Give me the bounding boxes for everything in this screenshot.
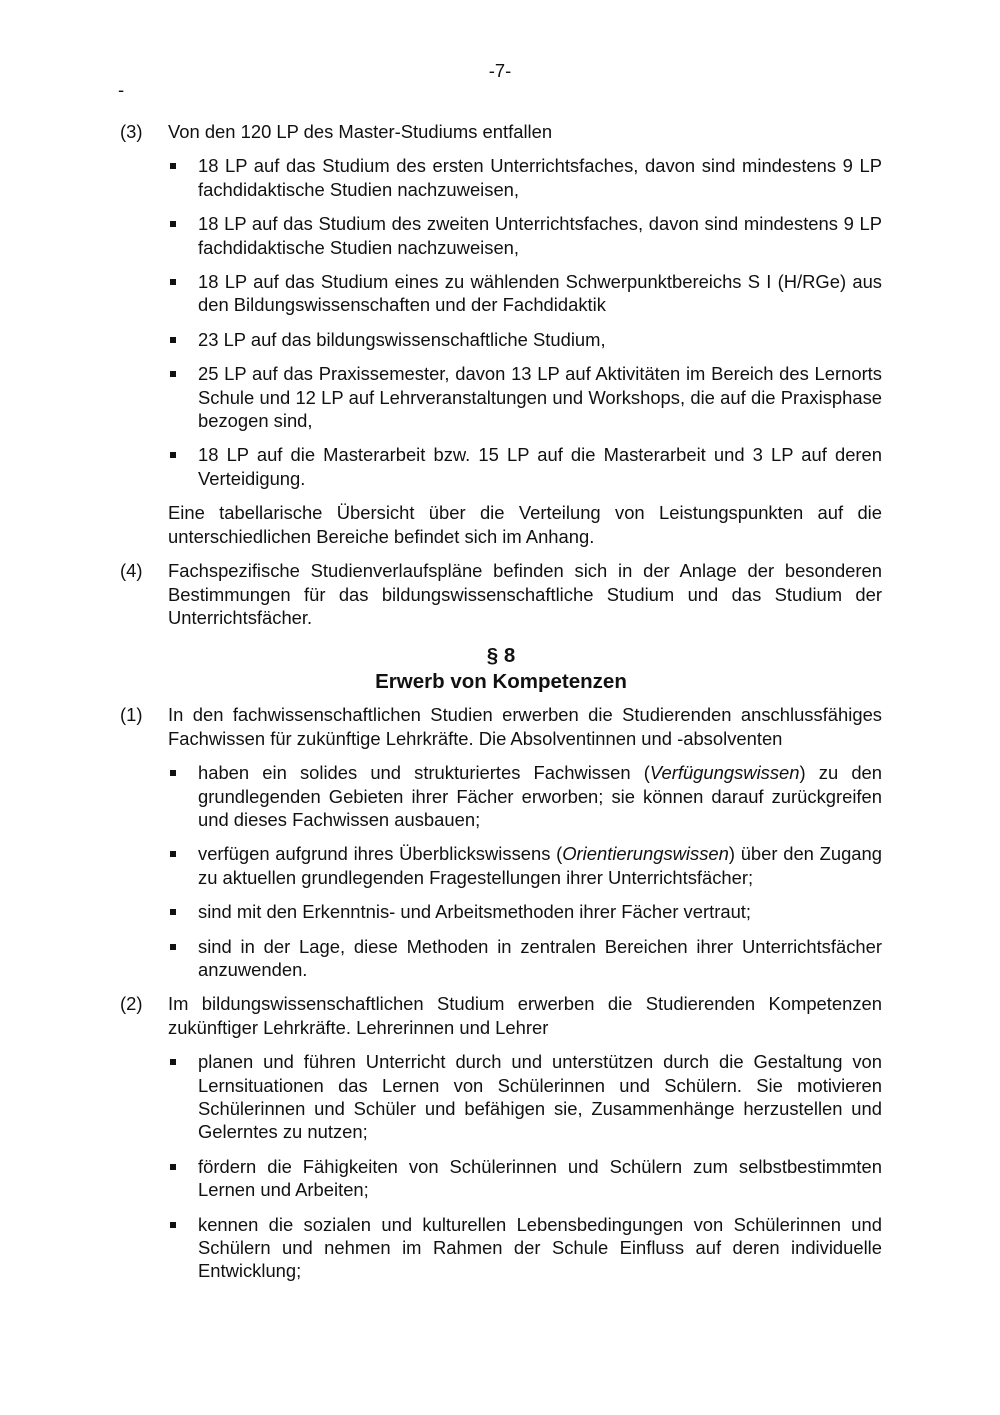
section-4	[120, 559, 882, 629]
list-item: kennen die sozialen und kulturellen Lebensbedingungen von Schülerinnen und Schülern und nehmen im Rahmen der Schule Einfluss auf deren individuelle Entwicklung;	[168, 1213, 882, 1283]
square-bullet-icon	[170, 851, 176, 857]
list-item: 18 LP auf das Studium eines zu wählenden Schwerpunktbereichs S I (H/RGe) aus den Bildungswissenschaften und der Fachdidaktik	[168, 270, 882, 317]
list-item: 18 LP auf die Masterarbeit bzw. 15 LP auf die Masterarbeit und 3 LP auf deren Verteidigung.	[168, 443, 882, 490]
emphasis: Verfügungswissen	[649, 762, 800, 784]
page-number: -7-	[488, 60, 512, 81]
document-body	[120, 120, 882, 1294]
square-bullet-icon	[170, 909, 176, 915]
section-number: (3)	[120, 121, 143, 142]
section-number: (4)	[120, 560, 143, 582]
competence-list	[168, 761, 882, 981]
list-item: sind mit den Erkenntnis- und Arbeitsmethoden ihrer Fächer vertraut;	[168, 900, 882, 923]
section-intro: Im bildungswissenschaftlichen Studium erwerben die Studierenden Kompetenzen zukünftiger Lehrkräfte. Lehrerinnen und Lehrer	[168, 993, 882, 1038]
list-item: 25 LP auf das Praxissemester, davon 13 LP auf Aktivitäten im Bereich des Lernorts Schule und 12 LP auf Lehrveranstaltungen und Workshops, die auf die Praxisphase bezogen sind,	[168, 362, 882, 432]
list-item: haben ein solides und strukturiertes Fachwissen (Verfügungswissen) zu den grundlegenden Gebieten ihrer Fächer erworben; sie können darauf zurückgreifen und dieses Fachwissen ausbauen;	[168, 761, 882, 831]
list-item: fördern die Fähigkeiten von Schülerinnen und Schülern zum selbstbestimmten Lernen und Arbeiten;	[168, 1155, 882, 1202]
square-bullet-icon	[170, 1164, 176, 1170]
section-intro: Von den 120 LP des Master-Studiums entfallen	[168, 121, 553, 142]
emphasis: Orientierungswissen	[562, 843, 729, 865]
square-bullet-icon	[170, 1222, 176, 1228]
section-8-1	[120, 703, 882, 981]
square-bullet-icon	[170, 944, 176, 950]
list-item: 18 LP auf das Studium des zweiten Unterrichtsfaches, davon sind mindestens 9 LP fachdidaktische Studien nachzuweisen,	[168, 212, 882, 259]
paragraph-heading	[120, 643, 882, 695]
square-bullet-icon	[170, 221, 176, 227]
section-outro: Eine tabellarische Übersicht über die Verteilung von Leistungspunkten auf die unterschiedlichen Bereiche befindet sich im Anhang.	[168, 502, 882, 547]
paragraph-title: Erwerb von Kompetenzen	[375, 670, 627, 694]
stray-dash-mark: -	[118, 79, 125, 100]
list-item: verfügen aufgrund ihres Überblickswissens (Orientierungswissen) über den Zugang zu aktuellen grundlegenden Fragestellungen ihrer Unterrichtsfächer;	[168, 842, 882, 889]
list-item: planen und führen Unterricht durch und unterstützen durch die Gestaltung von Lernsituationen das Lernen von Schülerinnen und Schülern. Sie motivieren Schülerinnen und Schüler und befähigen sie, Zusammenhänge herzustellen und Gelerntes zu nutzen;	[168, 1050, 882, 1144]
paragraph-number: § 8	[486, 644, 516, 668]
square-bullet-icon	[170, 337, 176, 343]
section-3	[120, 120, 882, 548]
section-number: (1)	[120, 704, 143, 726]
square-bullet-icon	[170, 163, 176, 169]
square-bullet-icon	[170, 770, 176, 776]
square-bullet-icon	[170, 279, 176, 285]
section-number: (2)	[120, 993, 143, 1015]
list-item: 18 LP auf das Studium des ersten Unterrichtsfaches, davon sind mindestens 9 LP fachdidaktische Studien nachzuweisen,	[168, 154, 882, 201]
section-8-2	[120, 992, 882, 1282]
square-bullet-icon	[170, 452, 176, 458]
square-bullet-icon	[170, 1059, 176, 1065]
section-intro: In den fachwissenschaftlichen Studien erwerben die Studierenden anschlussfähiges Fachwissen für zukünftige Lehrkräfte. Die Absolventinnen und ‑absolventen	[168, 704, 882, 749]
competence-list	[168, 1050, 882, 1283]
section-text: Fachspezifische Studienverlaufspläne befinden sich in der Anlage der besonderen Bestimmungen für das bildungswissenschaftliche Studium und das Studium der Unterrichtsfächer.	[168, 560, 882, 628]
list-item: 23 LP auf das bildungswissenschaftliche Studium,	[168, 328, 882, 351]
square-bullet-icon	[170, 371, 176, 377]
list-item: sind in der Lage, diese Methoden in zentralen Bereichen ihrer Unterrichtsfächer anzuwenden.	[168, 935, 882, 982]
credit-distribution-list	[168, 154, 882, 490]
